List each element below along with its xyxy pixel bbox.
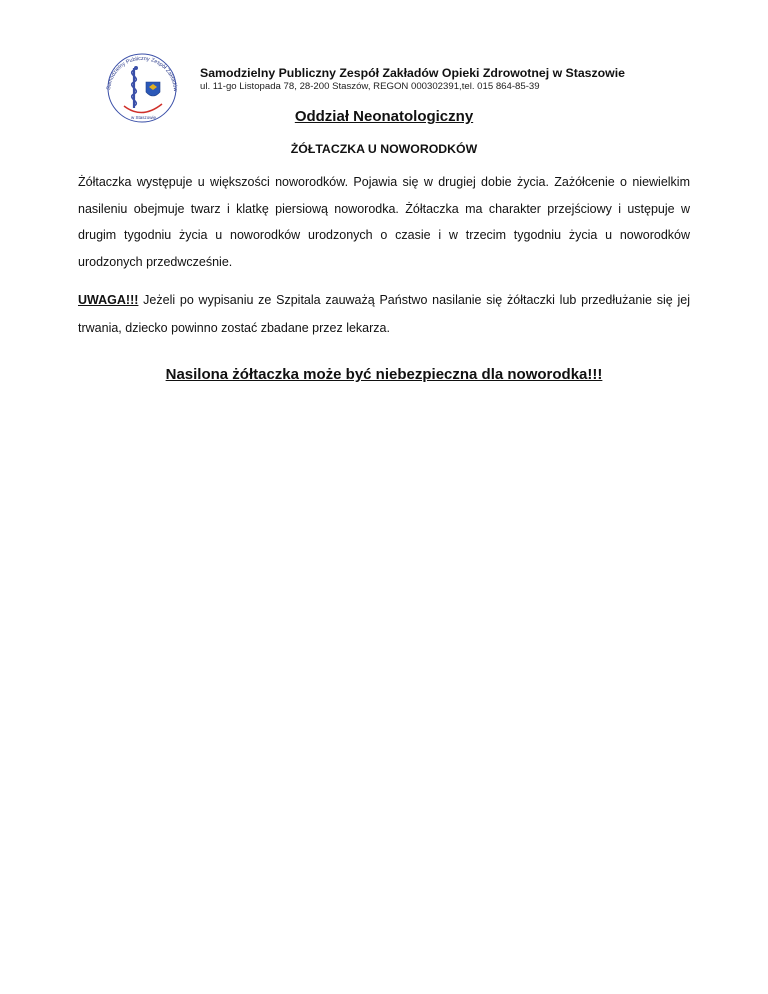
- final-warning: Nasilona żółtaczka może być niebezpieczna dla noworodka!!!: [165, 366, 603, 383]
- organization-name: Samodzielny Publiczny Zespół Zakładów Opieki Zdrowotnej w Staszowie: [200, 66, 626, 80]
- logo-ring-text: Samodzielny Publiczny Zespół Zakładów: [106, 55, 179, 92]
- paragraph-warning: [78, 286, 690, 342]
- logo-snake-head: [134, 66, 138, 70]
- warning-text: Jeżeli po wypisaniu ze Szpitala zauważą Państwo nasilanie się żółtaczki lub przedłużanie się jej trwania, dziecko powinno zostać zbadane przez lekarza.: [78, 293, 690, 335]
- logo-bottom-text: w Staszowie: [131, 115, 157, 120]
- warning-label: UWAGA!!!: [78, 293, 139, 307]
- letterhead: [200, 66, 720, 93]
- document-title: ŻÓŁTACZKA U NOWORODKÓW: [290, 142, 478, 156]
- logo-snake: [132, 70, 137, 106]
- organization-address: ul. 11-go Listopada 78, 28-200 Staszów, REGON 000302391,tel. 015 864-85-39: [200, 81, 540, 92]
- paragraph-jaundice-info: Żółtaczka występuje u większości noworodków. Pojawia się w drugiej dobie życia. Zażółcenie o niewielkim nasileniu obejmuje twarz i klatkę piersiową noworodka. Żółtaczka ma charakter przejściowy i ustępuje w drugim tygodniu życia u noworodków urodzonych o czasie i w trzecim tygodniu życia u noworodków urodzonych przedwcześnie.: [78, 175, 690, 269]
- department-title: Oddział Neonatologiczny: [294, 108, 474, 125]
